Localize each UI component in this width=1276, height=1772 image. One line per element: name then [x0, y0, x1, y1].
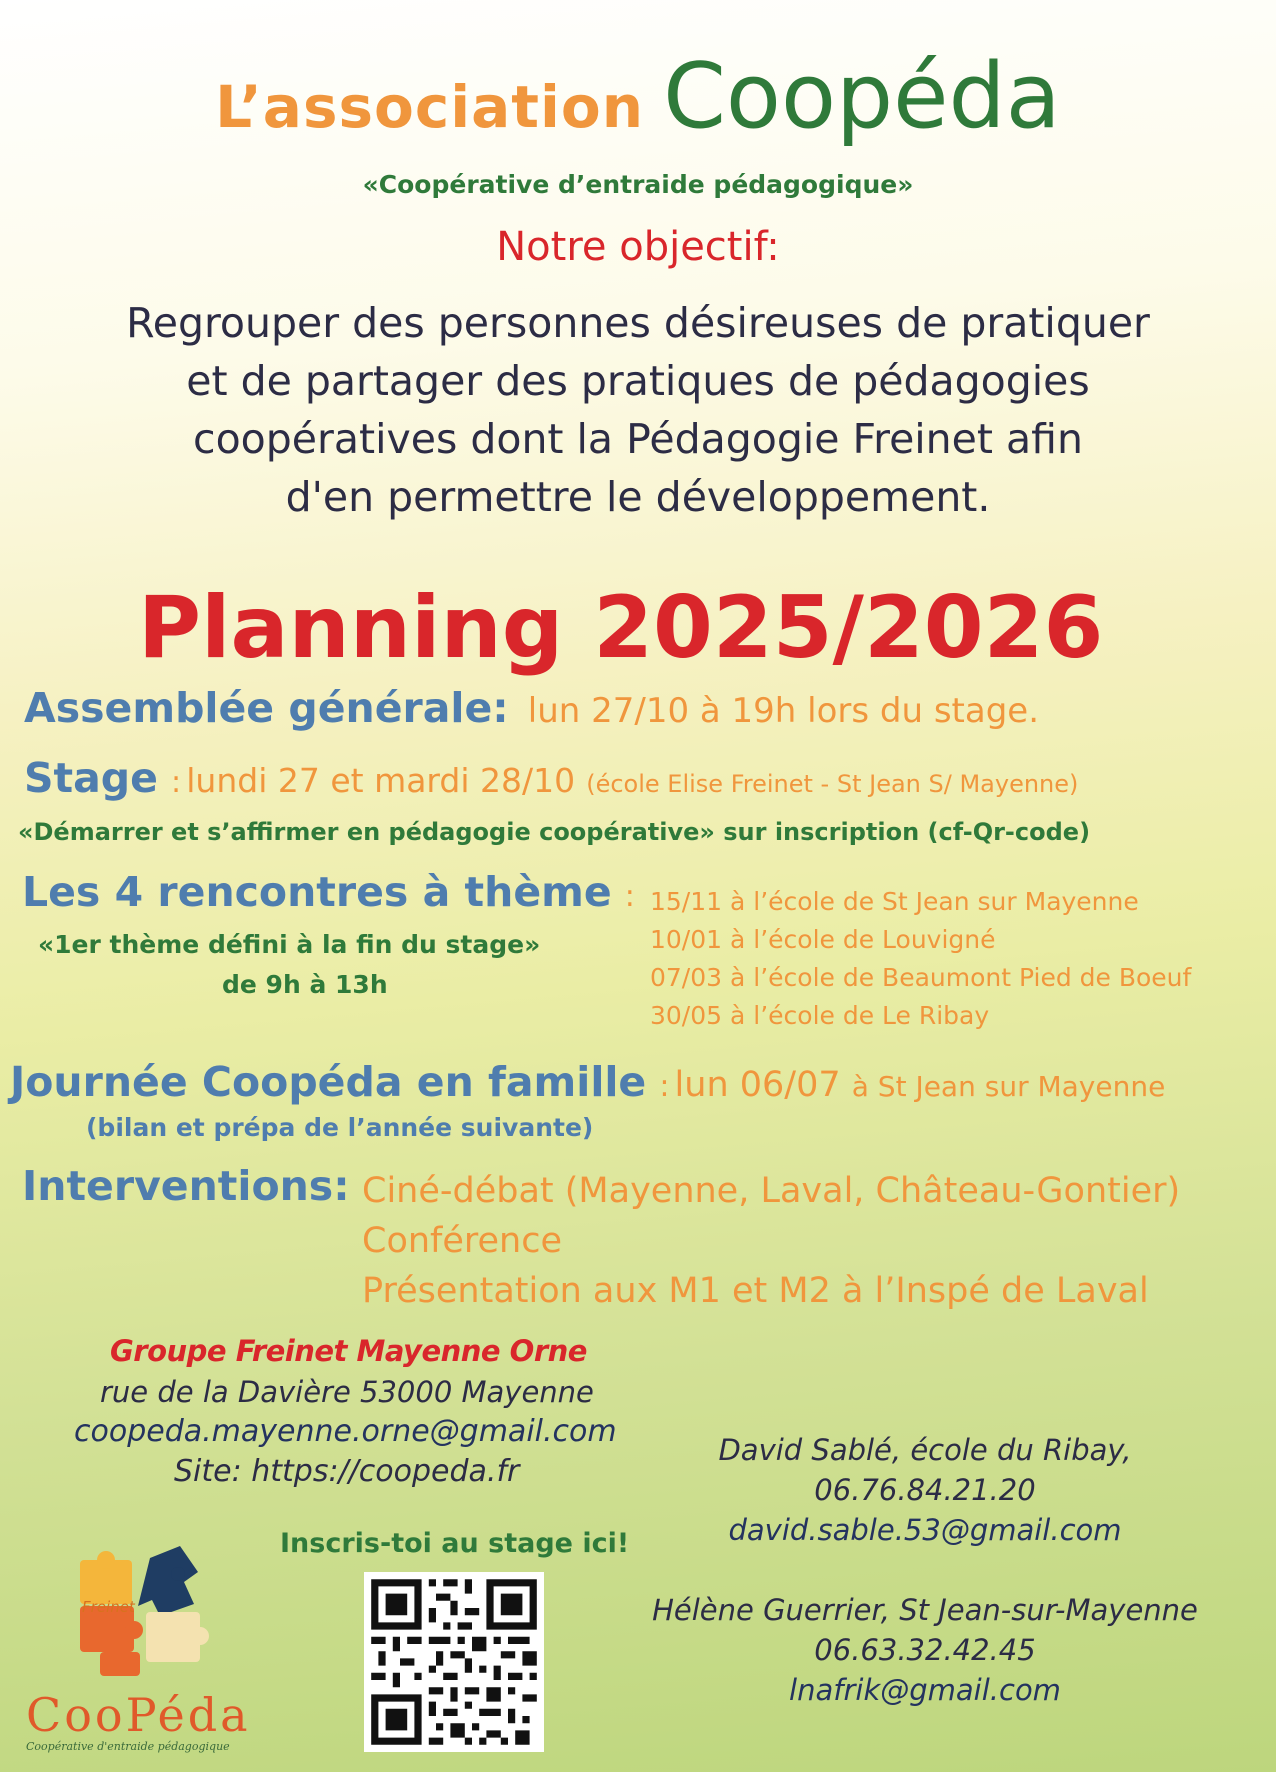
- intervention-item: Présentation aux M1 et M2 à l’Inspé de Laval: [362, 1271, 1149, 1311]
- person-phone: 06.63.32.42.45: [814, 1633, 1036, 1667]
- objective-line: d'en permettre le développement.: [285, 473, 991, 521]
- assemblee-label: Assemblée générale:: [24, 684, 509, 732]
- person-email[interactable]: lnafrik@gmail.com: [789, 1673, 1061, 1707]
- objective-line: Regrouper des personnes désireuses de pratiquer: [126, 299, 1150, 347]
- interventions-label: Interventions:: [22, 1162, 350, 1210]
- title-prefix: L’association: [215, 73, 644, 141]
- qr-code[interactable]: [364, 1572, 544, 1752]
- journee-label: Journée Coopéda en famille: [10, 1058, 647, 1106]
- assemblee-row: [24, 684, 1039, 732]
- stage-sep: :: [171, 765, 182, 800]
- coopeda-logo: [22, 1540, 262, 1760]
- intervention-item: Conférence: [362, 1221, 563, 1261]
- puzzle-text: Freinet: [82, 1598, 135, 1616]
- objective-text: [0, 294, 1276, 526]
- page-title: [0, 44, 1276, 149]
- contact-person: [580, 1590, 1270, 1710]
- objective-label: Notre objectif:: [496, 224, 780, 270]
- puzzle-icon: [22, 1540, 262, 1690]
- group-name: Groupe Freinet Mayenne Orne: [110, 1334, 587, 1368]
- group-site[interactable]: Site: https://coopeda.fr: [174, 1454, 520, 1489]
- planning-title: Planning 2025/2026: [138, 578, 1104, 678]
- objective-line: et de partager des pratiques de pédagogies: [186, 357, 1090, 405]
- objective-line: coopératives dont la Pédagogie Freinet afin: [193, 415, 1083, 463]
- stage-place: (école Elise Freinet - St Jean S/ Mayenne): [586, 770, 1079, 798]
- rencontres-note1: «1er thème défini à la fin du stage»: [38, 930, 541, 959]
- assemblee-value: lun 27/10 à 19h lors du stage.: [527, 691, 1040, 731]
- logo-name: CooPéda: [26, 1688, 251, 1742]
- qr-code-icon: [364, 1572, 544, 1752]
- rencontre-date: 10/01 à l’école de Louvigné: [650, 925, 996, 954]
- rencontre-date: 07/03 à l’école de Beaumont Pied de Boeuf: [650, 963, 1192, 992]
- qr-caption: Inscris-toi au stage ici!: [280, 1528, 630, 1559]
- journee-row: [10, 1058, 1165, 1106]
- group-address: rue de la Davière 53000 Mayenne: [100, 1375, 594, 1409]
- person-email[interactable]: david.sable.53@gmail.com: [728, 1513, 1122, 1547]
- title-name: Coopéda: [663, 44, 1061, 149]
- group-email[interactable]: coopeda.mayenne.orne@gmail.com: [74, 1414, 617, 1449]
- rencontres-note2: de 9h à 13h: [222, 970, 388, 999]
- interventions-list: [362, 1166, 1180, 1316]
- rencontres-label: Les 4 rencontres à thème: [22, 868, 612, 916]
- stage-label: Stage: [24, 754, 158, 802]
- subtitle: «Coopérative d’entraide pédagogique»: [362, 170, 914, 199]
- rencontres-dates: [650, 883, 1191, 1035]
- person-name: David Sablé, école du Ribay,: [718, 1433, 1132, 1467]
- stage-dates: lundi 27 et mardi 28/10: [186, 761, 576, 800]
- journee-place: à St Jean sur Mayenne: [851, 1070, 1166, 1103]
- rencontre-date: 30/05 à l’école de Le Ribay: [650, 1001, 990, 1030]
- stage-theme: «Démarrer et s’affirmer en pédagogie coopérative» sur inscription (cf-Qr-code): [18, 818, 1091, 846]
- contact-person: [580, 1430, 1270, 1550]
- journee-note: (bilan et prépa de l’année suivante): [86, 1113, 594, 1142]
- rencontre-date: 15/11 à l’école de St Jean sur Mayenne: [650, 887, 1139, 916]
- journee-sep: :: [659, 1069, 670, 1104]
- stage-row: [24, 754, 1078, 802]
- rencontres-row: [22, 868, 635, 916]
- person-phone: 06.76.84.21.20: [814, 1473, 1036, 1507]
- person-name: Hélène Guerrier, St Jean-sur-Mayenne: [652, 1593, 1198, 1627]
- intervention-item: Ciné-débat (Mayenne, Laval, Château-Gontier): [362, 1171, 1181, 1211]
- logo-tagline: Coopérative d'entraide pédagogique: [26, 1740, 230, 1753]
- journee-date: lun 06/07: [674, 1065, 841, 1105]
- rencontres-sep: :: [624, 879, 635, 914]
